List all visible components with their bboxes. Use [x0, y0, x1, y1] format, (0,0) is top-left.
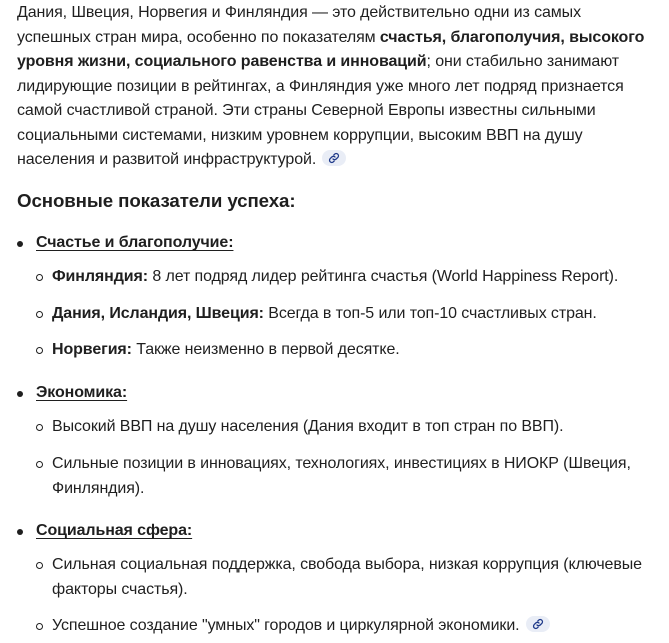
list-item: [17, 338, 659, 363]
source-link-chip[interactable]: [322, 150, 346, 166]
bullet-group-social: [17, 520, 659, 542]
section-title: Основные показатели успеха:: [17, 190, 296, 211]
bullet-heading-social: [17, 520, 659, 542]
item-label: Дания, Исландия, Швеция:: [52, 305, 264, 322]
heading-text: Счастье и благополучие:: [36, 234, 234, 251]
item-text: Также неизменно в первой десятке.: [131, 341, 400, 358]
intro-text-1: Дания, Швеция, Норвегия и Финляндия — это действительно одни из самых успешных стран мира, особенно по показателям: [17, 4, 581, 46]
bullet-dot-icon: [17, 391, 23, 397]
intro-text-2: ; они стабильно занимают лидирующие позиции в рейтингах, а Финляндия уже много лет подряд признается самой счастливой страной. Эти страны Северной Европы известны сильными социальными системами, низким уровнем коррупции, высоким ВВП на душу населения и развитой инфраструктурой.: [17, 53, 624, 168]
bullet-dot-icon: [17, 529, 23, 535]
circle-bullet-icon: [36, 347, 43, 354]
list-item: [17, 265, 659, 290]
link-icon: [532, 618, 544, 630]
circle-bullet-icon: [36, 623, 43, 630]
heading-text: Социальная сфера:: [36, 522, 193, 539]
link-icon: [328, 152, 340, 164]
bullet-heading-happiness: [17, 232, 659, 254]
list-item: [17, 302, 659, 327]
list-item: [17, 614, 659, 639]
item-label: Финляндия:: [52, 268, 148, 285]
circle-bullet-icon: [36, 311, 43, 318]
item-text: Сильная социальная поддержка, свобода выбора, низкая коррупция (ключевые факторы счастья).: [52, 556, 642, 598]
list-item: [17, 553, 659, 602]
bullet-group-happiness: [17, 232, 659, 254]
bullet-heading-economy: [17, 382, 659, 404]
intro-paragraph: [17, 0, 659, 173]
intro-bold-highlight: счастья, благополучия, высокого уровня жизни, социального равенства и инноваций: [17, 28, 645, 70]
circle-bullet-icon: [36, 274, 43, 281]
item-text: Всегда в топ-5 или топ-10 счастливых стран.: [263, 305, 597, 322]
circle-bullet-icon: [36, 562, 43, 569]
circle-bullet-icon: [36, 424, 43, 431]
list-item: [17, 452, 659, 501]
item-text: Сильные позиции в инновациях, технологиях, инвестициях в НИОКР (Швеция, Финляндия).: [52, 455, 631, 497]
item-text: 8 лет подряд лидер рейтинга счастья (World Happiness Report).: [147, 268, 619, 285]
bullet-dot-icon: [17, 241, 23, 247]
source-link-chip[interactable]: [526, 616, 550, 632]
circle-bullet-icon: [36, 461, 43, 468]
list-item: [17, 415, 659, 440]
item-label: Норвегия:: [52, 341, 132, 358]
heading-text: Экономика:: [36, 384, 128, 401]
bullet-group-economy: [17, 382, 659, 404]
item-text: Высокий ВВП на душу населения (Дания входит в топ стран по ВВП).: [52, 418, 564, 435]
item-text: Успешное создание "умных" городов и циркулярной экономики.: [52, 617, 520, 634]
